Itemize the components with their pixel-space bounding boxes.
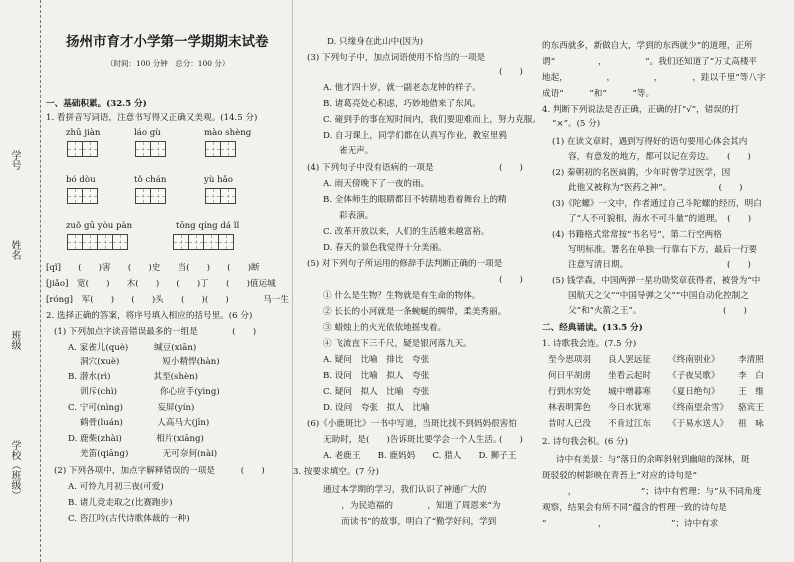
- option: C. 碰到手的事在短时间内，我们要迎难而上，努力克服。: [323, 115, 541, 125]
- fill-text: 而读书”的故事，明白了“勤学好问，学到: [307, 517, 497, 527]
- match-cell: 何日平胡虏: [548, 371, 591, 381]
- judge-item: (4) 书籍格式常常按“书名号”，第二行空两格: [552, 230, 722, 240]
- option: D. 设问 夸张 拟人 比喻: [323, 403, 430, 413]
- pinyin-6: yù hǎo: [204, 175, 233, 185]
- judge-item: (3)《陀螺》一文中，作者通过自己斗陀螺的经历，明白: [552, 199, 762, 209]
- match-cell: 昔时人已没: [548, 419, 591, 429]
- writing-grid[interactable]: [136, 188, 166, 204]
- judge-item: 国航天之父”“中国导弹之父”“中国自动化控制之: [568, 291, 749, 301]
- writing-grid[interactable]: [206, 141, 236, 157]
- poem-fill-text: 诗中有美景：与“落日的余晖斜射到幽暗的深林，斑: [556, 455, 750, 465]
- section-1-heading: 一、基础积累。(32.5 分): [46, 99, 147, 109]
- match-cell: 城中增暮寒: [608, 387, 651, 397]
- binding-margin: [0, 0, 41, 562]
- answer-paren[interactable]: ( ): [499, 435, 523, 445]
- question-1: 1. 看拼音写词语，注意书写得又正确又美观。(14.5 分): [46, 113, 258, 123]
- match-cell: 至今思项羽: [548, 355, 591, 365]
- option: A. 可怜九月初三夜(可爱): [68, 482, 164, 492]
- question-3: (3) 下列句子中，加点词语使用不恰当的一项是: [307, 53, 486, 63]
- match-cell: 良人罢远征: [608, 355, 651, 365]
- question-4: (4) 下列句子中没有语病的一项是: [307, 163, 434, 173]
- match-cell: 《子夜吴歌》: [668, 371, 720, 381]
- option: A. 家雀儿(què) 缄豆(xiān): [68, 343, 197, 353]
- margin-label-class: 班级: [9, 330, 20, 350]
- judge-item: (1) 在读文章时，遇到写得好的语句要用心体会其内: [552, 137, 748, 147]
- fill-text: 通过本学期的学习，我们认识了神通广大的: [323, 485, 487, 495]
- poem-fill-text: 观察，结果会有所不同”蕴含的哲理一致的诗句是: [542, 503, 727, 513]
- judge-item: 此他又被称为“医药之神”。 ( ): [568, 183, 743, 193]
- match-cell: 林表明霁色: [548, 403, 591, 413]
- section-2-heading: 二、经典诵读。(13.5 分): [542, 323, 643, 333]
- match-cell: 今日水犹寒: [608, 403, 651, 413]
- question-2-2: (2) 下列各项中，加点字解释错误的一项是 ( ): [54, 466, 265, 476]
- match-cell: 骆宾王: [738, 403, 764, 413]
- pinyin-1: zhū jiàn: [66, 128, 101, 138]
- polyphone-row: [jiǎo] 宽( ) 木( ) ( )丁 ( )值运城: [46, 279, 276, 289]
- judge-item: 了“人不可貌相，海水不可斗量”的道理。 ( ): [568, 214, 752, 224]
- poem-fill-text: “ ， ”；诗中有求: [542, 519, 719, 529]
- judge-item: 父”和“火箭之王”。 ( ): [568, 306, 747, 316]
- option: 彩表演。: [339, 211, 374, 221]
- option: 训斥(chì) 你心应手(yìng): [80, 387, 220, 397]
- writing-grid[interactable]: [174, 234, 234, 250]
- column-3: [542, 0, 788, 562]
- options: A. 老鹿王 B. 鹿妈妈 C. 猎人 D. 狮子王: [323, 451, 517, 461]
- option: A. 他才四十岁，就一副老态龙钟的样子。: [323, 83, 481, 93]
- polyphone-row: [róng] 军( ) ( )头 ( )( ) 马一生: [46, 295, 289, 305]
- question-6-line2: 无助时，是( )告诉斑比要学会一个人生活。: [323, 435, 502, 445]
- match-cell: 李清照: [738, 355, 764, 365]
- question-poem-fill: 2. 诗句我会积。(6 分): [542, 437, 628, 447]
- match-cell: 《夏日绝句》: [668, 387, 720, 397]
- match-cell: 《终南望余雪》: [668, 403, 729, 413]
- margin-label-student-id: 学号: [9, 150, 20, 170]
- margin-label-name: 姓名: [9, 240, 20, 260]
- match-cell: 《于易水送人》: [668, 419, 729, 429]
- writing-grid[interactable]: [68, 234, 128, 250]
- pinyin-2: láo gù: [134, 128, 161, 138]
- option: 雀无声。: [339, 146, 374, 156]
- option: 羌笛(qiāng) 无可奈何(nài): [80, 449, 218, 459]
- option: B. 潜水(rì) 其至(shèn): [68, 372, 198, 382]
- fill-text: 成语“ ”和“ ”等。: [542, 89, 655, 99]
- sentence: ① 什么是生物？生物就是有生命的物体。: [323, 291, 481, 301]
- option: B. 全体师生的眼睛都目不转睛地看着舞台上的精: [323, 195, 507, 205]
- match-cell: 李 白: [738, 371, 764, 381]
- option: C. 咨江吟(古代诗歌体裁的一种): [68, 514, 190, 524]
- question-4-judge: 4. 判断下列说法是否正确，正确的打“√”，错误的打: [542, 105, 740, 115]
- option: D. 自习课上，同学们都在认真写作业，教室里鸦: [323, 131, 507, 141]
- writing-grid[interactable]: [206, 188, 236, 204]
- column-2: [292, 0, 543, 562]
- option: 洞穴(xuè) 短小精悍(hàn): [80, 357, 220, 367]
- question-2: 2. 选择正确的答案，将序号填入相应的括号里。(6 分): [46, 311, 253, 321]
- pinyin-4: bó dòu: [66, 175, 96, 185]
- exam-title: 扬州市育才小学第一学期期末试卷: [66, 34, 269, 50]
- pinyin-8: tōng qíng dá lǐ: [176, 221, 240, 231]
- sentence: ③ 蜡烛上的火光依依地摇曳着。: [323, 323, 447, 333]
- question-2-1: (1) 下列加点字读音错误最多的一组是 ( ): [54, 327, 257, 337]
- question-4-judge-line2: “×”。(5 分): [552, 119, 601, 129]
- answer-paren[interactable]: ( ): [499, 67, 523, 77]
- option: D. 春天的景色我觉得十分美丽。: [323, 243, 447, 253]
- option: B. 设问 比喻 拟人 夸张: [323, 371, 430, 381]
- match-cell: 不肯过江东: [608, 419, 651, 429]
- option: A. 雨天傍晚下了一夜的雨。: [323, 179, 430, 189]
- writing-grid[interactable]: [136, 141, 166, 157]
- fill-text: ，为民造福的 ，知道了周恩来“为: [307, 501, 501, 511]
- match-cell: 王 维: [738, 387, 764, 397]
- match-cell: 祖 咏: [738, 419, 764, 429]
- fill-text: 的东西就多，新做自大，学到的东西就少”的道理，正所: [542, 41, 753, 51]
- question-3-fill: 3. 按要求填空。(7 分): [293, 467, 379, 477]
- option: 鹤骨(luán) 人高马大(jīn): [80, 418, 210, 428]
- option: C. 疑问 拟人 比喻 夸张: [323, 387, 430, 397]
- answer-paren[interactable]: ( ): [499, 275, 523, 285]
- match-cell: 坐看云起时: [608, 371, 651, 381]
- option: C. 改革开放以来，人们的生活越来越富裕。: [323, 227, 490, 237]
- question-match: 1. 诗歌我会连。(7.5 分): [542, 339, 637, 349]
- option: D. 只缘身在此山中(因为): [327, 37, 424, 47]
- fill-text: 谓“ ， ”。我们还知道了“万丈高楼平: [542, 57, 758, 67]
- judge-item: 写明标准。署名在单独一行靠右下方，最后一行要: [568, 245, 758, 255]
- margin-label-school: 学校（班级）: [9, 440, 20, 500]
- judge-item: 注意写清日期。 ( ): [568, 260, 751, 270]
- answer-paren[interactable]: ( ): [499, 163, 523, 173]
- option: A. 疑问 比喻 排比 夸张: [323, 355, 430, 365]
- option: B. 诸葛亮处心积虑，巧妙地借来了东风。: [323, 99, 481, 109]
- pinyin-7: zuǒ gū yòu pàn: [66, 221, 133, 231]
- pinyin-5: tǒ chán: [134, 175, 167, 185]
- match-cell: 行到水穷处: [548, 387, 591, 397]
- pinyin-3: mào shèng: [204, 128, 252, 138]
- judge-item: (2) 秦朝初的名医扁鹊，少年时曾学过医学，因: [552, 168, 731, 178]
- match-cell: 《终南别业》: [668, 355, 720, 365]
- option: D. 鹿柴(zhài) 相片(xiāng): [68, 434, 204, 444]
- column-1: [46, 0, 289, 562]
- poem-fill-text: ， ”；诗中有哲理：与“从不同角度: [542, 487, 762, 497]
- poem-fill-text: 斑驳驳的树影映在青苔上”对应的诗句是“: [542, 471, 697, 481]
- exam-subtitle: （时间：100 分钟 总分：100 分）: [106, 59, 230, 68]
- sentence: ② 长长的小河就是一条蜿蜒的绸带，柔美秀丽。: [323, 307, 507, 317]
- writing-grid[interactable]: [68, 188, 98, 204]
- polyphone-row: [qǐ] ( )害 ( )史 当( ) ( )断: [46, 263, 260, 273]
- question-5: (5) 对下列句子所运用的修辞手法判断正确的一项是: [307, 259, 503, 269]
- fill-text: 地起， ， ， ，跬以千里”等八字: [542, 73, 766, 83]
- judge-item: (5) 钱学森，中国两弹一星功勋奖章获得者，被誉为“中: [552, 276, 761, 286]
- sentence: ④ 飞流直下三千尺，疑是银河落九天。: [323, 339, 472, 349]
- writing-grid[interactable]: [68, 141, 104, 157]
- option: B. 诸儿竞走取之(比赛跑步): [68, 498, 173, 508]
- judge-item: 容，有意发的地方，都可以记在旁边。 ( ): [568, 152, 751, 162]
- option: C. 宁可(nìng) 妄屏(yín): [68, 403, 195, 413]
- question-6: (6)《小鹿斑比》一书中写道，当斑比找不到妈妈很害怕: [307, 419, 517, 429]
